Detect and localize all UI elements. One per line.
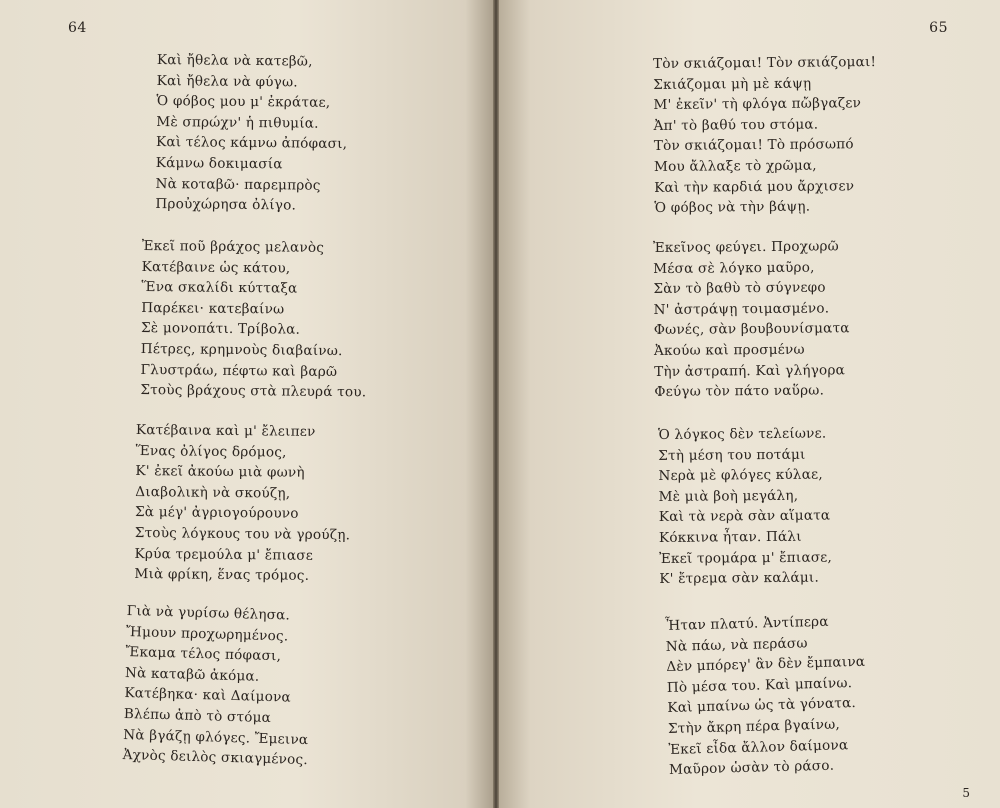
verse-line: Φωνές, σὰν βουβουνίσματα: [653, 320, 850, 339]
verse-line: Τὴν ἀστραπή. Καὶ γλήγορα: [654, 361, 846, 380]
verse-line: Κατέβαινε ὡς κάτου,: [141, 258, 291, 277]
verse-line: Ἕνα σκαλίδι κύτταξα: [141, 279, 298, 297]
book-gutter: [493, 0, 499, 808]
verse-line: Βλέπω ἀπὸ τὸ στόμα: [123, 705, 272, 727]
page-number-left: 64: [68, 20, 87, 36]
verse-line: Νερὰ μὲ φλόγες κύλαε,: [658, 466, 823, 485]
verse-line: Ἤμουν προχωρημένος.: [125, 623, 289, 645]
verse-line: Κατέβαινα καὶ μ' ἔλειπεν: [135, 421, 316, 440]
verse-line: Σὲ μονοπάτι. Τρίβολα.: [140, 320, 301, 339]
page-number-right: 65: [929, 20, 948, 36]
verse-line: Παρέκει· κατεβαίνω: [141, 299, 285, 318]
verse-line: Πέτρες, κρημνοὺς διαβαίνω.: [140, 340, 343, 360]
stanza: [122, 601, 312, 771]
verse-line: Καὶ μπαίνω ὡς τὰ γόνατα.: [667, 695, 857, 717]
verse-line: Μου ἄλλαξε τὸ χρῶμα,: [653, 157, 817, 175]
verse-line: Νὰ βγάζῃ φλόγες. Ἔμεινα: [123, 726, 309, 748]
stanza: [665, 611, 868, 781]
verse-line: Στὴ μέση του ποτάμι: [658, 446, 806, 464]
verse-line: Κρύα τρεμούλα μ' ἔπιασε: [134, 545, 314, 564]
verse-line: Τὸν σκιάζομαι! Τὸν σκιάζομαι!: [653, 54, 877, 72]
verse-line: Ἔκαμα τέλος πόφασι,: [125, 644, 282, 665]
verse-line: Μιὰ φρίκη, ἕνας τρόμος.: [134, 566, 310, 584]
verse-line: Ὁ λόγκος δὲν τελείωνε.: [658, 425, 827, 443]
stanza: [658, 423, 832, 589]
stanza: [140, 236, 368, 403]
verse-line: Φεύγω τὸν πάτο ναὕρω.: [654, 382, 825, 401]
stanza: [134, 420, 351, 587]
right-page: [495, 0, 1000, 808]
verse-line: Ἦταν πλατύ. Ἀντίπερα: [665, 613, 829, 634]
verse-line: Μὲ σπρώχν' ἡ πιθυμία.: [156, 113, 319, 132]
verse-line: Σὰν τὸ βαθὺ τὸ σύγνεφο: [653, 279, 826, 298]
verse-line: Ἐκεῖ τρομάρα μ' ἔπιασε,: [659, 549, 833, 567]
verse-line: Πὸ μέσα του. Καὶ μπαίνω.: [666, 674, 853, 696]
verse-line: Ὁ φόβος νὰ τὴν βάψῃ.: [654, 198, 811, 217]
verse-line: Γιὰ νὰ γυρίσω θέλησα.: [126, 602, 291, 624]
verse-line: Στοὺς λόγκους του νὰ γρούζῃ.: [134, 524, 351, 544]
signature-mark: 5: [962, 786, 970, 800]
verse-line: Ἐκεῖ ποῦ βράχος μελανὸς: [141, 237, 325, 256]
verse-line: Κάμνω δοκιμασία: [155, 154, 283, 173]
stanza: [653, 236, 850, 402]
verse-line: Ἕνας ὀλίγος δρόμος,: [135, 442, 287, 461]
verse-line: Σκιάζομαι μὴ μὲ κάψῃ: [653, 75, 812, 93]
verse-line: Νὰ πάω, νὰ περάσω: [665, 634, 808, 655]
verse-line: Σὰ μέγ' ἀγριογούρουνο: [134, 504, 299, 523]
left-page: [0, 0, 495, 808]
verse-line: Γλυστράω, πέφτω καὶ βαρῶ: [140, 361, 338, 380]
verse-line: Καὶ ἤθελα νὰ φύγω.: [156, 72, 298, 91]
verse-line: Ἀκούω καὶ προσμένω: [653, 341, 805, 359]
verse-line: Κ' ἐκεῖ ἀκούω μιὰ φωνὴ: [135, 463, 305, 481]
verse-line: Μὲ μιὰ βοὴ μεγάλη,: [658, 487, 799, 505]
verse-line: Ἀπ' τὸ βαθύ του στόμα.: [653, 116, 819, 134]
verse-line: Ἐκεῖνος φεύγει. Προχωρῶ: [653, 238, 839, 256]
verse-line: Καὶ τέλος κάμνω ἀπόφασι,: [155, 134, 348, 153]
verse-line: Στοὺς βράχους στὰ πλευρά του.: [140, 382, 367, 401]
verse-line: Τὸν σκιάζομαι! Τὸ πρόσωπό: [653, 136, 854, 155]
verse-line: Ὁ φόβος μου μ' ἐκράταε,: [156, 93, 331, 112]
verse-line: Προὐχώρησα ὀλίγο.: [155, 196, 297, 214]
verse-line: Καὶ τὴν καρδιά μου ἄρχισεν: [654, 177, 855, 196]
verse-line: Καὶ ἤθελα νὰ κατεβῶ,: [156, 51, 313, 70]
verse-line: Διαβολικὴ νὰ σκούζῃ,: [135, 483, 291, 502]
stanza: [653, 52, 878, 219]
verse-line: Ν' ἀστράψῃ τοιμασμένο.: [653, 300, 830, 318]
verse-line: Κ' ἔτρεμα σὰν καλάμι.: [659, 569, 820, 588]
verse-line: Κόκκινα ἦταν. Πάλι: [658, 528, 802, 546]
verse-line: Ἐκεῖ εἶδα ἄλλον δαίμονα: [668, 736, 849, 758]
stanza: [155, 50, 348, 217]
verse-line: Στὴν ἄκρη πέρα βγαίνω,: [667, 716, 841, 737]
verse-line: Κατέβηκα· καὶ Δαίμονα: [124, 685, 292, 706]
verse-line: Μέσα σὲ λόγκο μαῦρο,: [653, 259, 815, 277]
verse-line: Ἀχνὸς δειλὸς σκιαγμένος.: [122, 747, 309, 769]
verse-line: Δὲν μπόρεγ' ἂν δὲν ἔμπαινα: [666, 653, 866, 676]
verse-line: Μαῦρον ὡσὰν τὸ ράσο.: [668, 757, 835, 779]
verse-line: Καὶ τὰ νερὰ σὰν αἵματα: [658, 507, 831, 526]
verse-line: Νὰ καταβῶ ἀκόμα.: [124, 664, 260, 685]
verse-line: Μ' ἐκεῖν' τὴ φλόγα πὤβγαζεν: [653, 95, 862, 114]
verse-line: Νὰ κοταβῶ· παρεμπρὸς: [155, 175, 321, 194]
